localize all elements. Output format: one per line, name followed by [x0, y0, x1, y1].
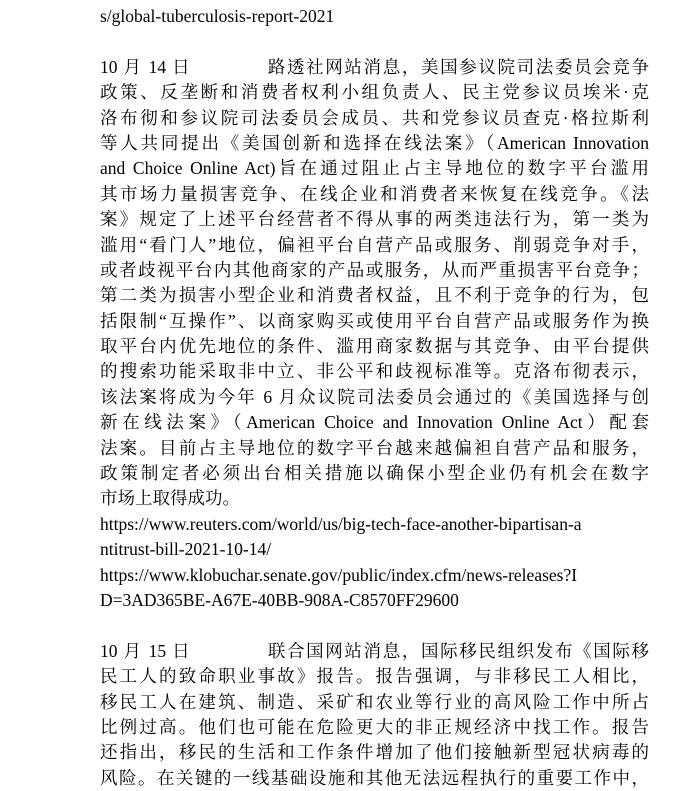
text-line: 比例过高。他们也可能在危险更大的非正规经济中找工作。报告 [100, 716, 649, 737]
text-line: 民工人的致命职业事故》报告。报告强调，与非移民工人相比， [100, 666, 649, 687]
text-line: D=3AD365BE-A67E-40BB-908A-C8570FF29600 [100, 589, 459, 610]
text-line: ntitrust-bill-2021-10-14/ [100, 539, 272, 560]
entry-oct-15 [100, 639, 649, 791]
text-line: s/global-tuberculosis-report-2021 [100, 6, 335, 26]
text-line: 新在线法案》（American Choice and Innovation Online Act）配套 [100, 412, 649, 433]
text-line: 还指出，移民的生活和工作条件增加了他们接触新型冠状病毒的 [100, 742, 649, 763]
text-line: 滥用“看门人”地位，偏袒平台自营产品或服务、削弱竞争对手， [100, 234, 649, 255]
document-content [100, 4, 649, 791]
text-line: 案》规定了上述平台经营者不得从事的两类违法行为，第一类为 [100, 209, 649, 230]
text-line: 政策、反垄断和消费者权利小组负责人、民主党参议员埃米·克 [100, 82, 649, 103]
text-line: 10 月 14 日 路透社网站消息，美国参议院司法委员会竞争 [100, 56, 649, 77]
links-oct-14 [100, 512, 649, 614]
text-line: 该法案将成为今年 6 月众议院司法委员会通过的《美国选择与创 [100, 386, 649, 407]
text-line: 取平台内优先地位的条件、滥用商家数据与其竞争、由平台提供 [100, 336, 649, 357]
text-line: 10 月 15 日 联合国网站消息，国际移民组织发布《国际移 [100, 640, 649, 661]
entry-oct-14 [100, 55, 649, 512]
text-line: 等人共同提出《美国创新和选择在线法案》（American Innovation [100, 132, 649, 153]
text-line: 市场上取得成功。 [100, 488, 240, 509]
text-line: and Choice Online Act)旨在通过阻止占主导地位的数字平台滥用 [100, 158, 649, 179]
text-line: 或者歧视平台内其他商家的产品或服务，从而严重损害平台竞争； [100, 259, 649, 280]
text-line: 第二类为损害小型企业和消费者权益，且不利于竞争的行为，包 [100, 285, 649, 306]
text-line: 的搜索功能采取非中立、非公平和歧视标准等。克洛布彻表示， [100, 361, 649, 382]
text-line: 政策制定者必须出台相关措施以确保小型企业仍有机会在数字 [100, 463, 649, 484]
text-line: 法案。目前占主导地位的数字平台越来越偏袒自营产品和服务， [100, 437, 649, 458]
text-line: https://www.reuters.com/world/us/big-tech-face-another-bipartisan-a [100, 513, 582, 534]
url-continuation-line [100, 4, 649, 29]
text-line: 其市场力量损害竞争、在线企业和消费者来恢复在线竞争。《法 [100, 183, 649, 204]
text-line: 洛布彻和参议院司法委员会成员、共和党参议员查克·格拉斯利 [100, 107, 649, 128]
text-line: 括限制“互操作”、以商家购买或使用平台自营产品或服务作为换 [100, 310, 649, 331]
text-line: https://www.klobuchar.senate.gov/public/index.cfm/news-releases?I [100, 564, 578, 585]
text-line: 风险。在关键的一线基础设施和其他无法远程执行的重要工作中， [100, 767, 649, 788]
text-line: 移民工人在建筑、制造、采矿和农业等行业的高风险工作中所占 [100, 691, 649, 712]
